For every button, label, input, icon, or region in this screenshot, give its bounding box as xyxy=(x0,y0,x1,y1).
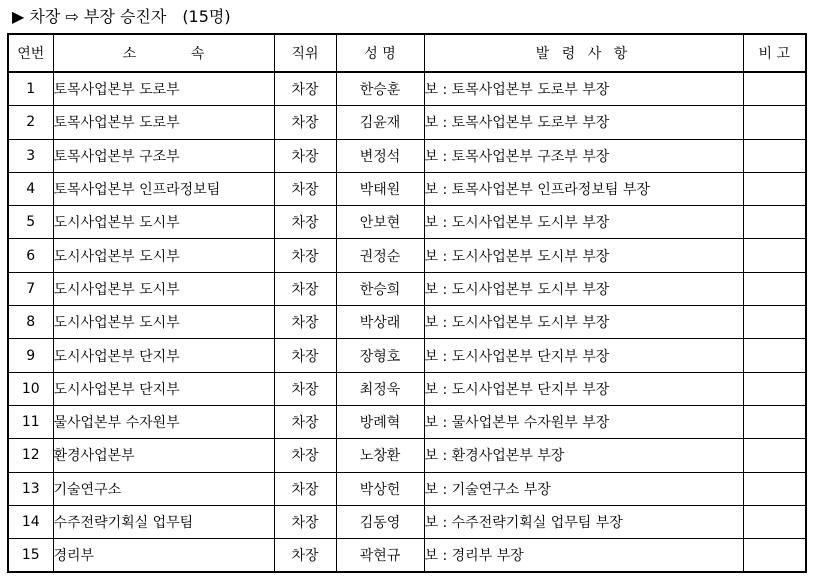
row-name-cell: 한승훈 xyxy=(336,72,424,106)
table-row xyxy=(8,239,806,272)
table-row xyxy=(8,339,806,372)
row-remark-cell xyxy=(743,405,806,438)
row-position-cell: 차장 xyxy=(274,106,336,139)
row-position-cell: 차장 xyxy=(274,339,336,372)
row-num-cell: 8 xyxy=(8,306,53,339)
row-dept-cell: 수주전략기획실 업무팀 xyxy=(53,505,274,538)
row-dept-cell: 도시사업본부 도시부 xyxy=(53,239,274,272)
row-order-cell: 보 : 물사업본부 수자원부 부장 xyxy=(424,405,743,438)
table-row xyxy=(8,272,806,305)
row-name-cell: 박상헌 xyxy=(336,472,424,505)
row-num-cell: 7 xyxy=(8,272,53,305)
table-row xyxy=(8,172,806,205)
row-order-cell: 보 : 도시사업본부 도시부 부장 xyxy=(424,272,743,305)
row-position-cell: 차장 xyxy=(274,439,336,472)
row-num-cell: 15 xyxy=(8,539,53,573)
row-order-cell: 보 : 토목사업본부 도로부 부장 xyxy=(424,106,743,139)
table-row xyxy=(8,372,806,405)
row-remark-cell xyxy=(743,505,806,538)
row-num-cell: 3 xyxy=(8,139,53,172)
row-position-cell: 차장 xyxy=(274,405,336,438)
column-header-num: 연번 xyxy=(8,34,53,72)
column-header-dept: 소 속 xyxy=(53,34,274,72)
row-remark-cell xyxy=(743,272,806,305)
column-header-remark: 비 고 xyxy=(743,34,806,72)
row-name-cell: 한승희 xyxy=(336,272,424,305)
row-order-cell: 보 : 도시사업본부 도시부 부장 xyxy=(424,306,743,339)
row-order-cell: 보 : 도시사업본부 단지부 부장 xyxy=(424,372,743,405)
row-dept-cell: 도시사업본부 단지부 xyxy=(53,339,274,372)
row-dept-cell: 기술연구소 xyxy=(53,472,274,505)
row-name-cell: 권정순 xyxy=(336,239,424,272)
row-position-cell: 차장 xyxy=(274,272,336,305)
row-order-cell: 보 : 기술연구소 부장 xyxy=(424,472,743,505)
row-dept-cell: 토목사업본부 인프라정보팀 xyxy=(53,172,274,205)
row-num-cell: 13 xyxy=(8,472,53,505)
row-position-cell: 차장 xyxy=(274,539,336,573)
row-remark-cell xyxy=(743,239,806,272)
row-name-cell: 안보현 xyxy=(336,206,424,239)
row-position-cell: 차장 xyxy=(274,172,336,205)
row-remark-cell xyxy=(743,139,806,172)
row-position-cell: 차장 xyxy=(274,505,336,538)
title-to-rank: 부장 xyxy=(83,7,115,26)
row-order-cell: 보 : 도시사업본부 도시부 부장 xyxy=(424,206,743,239)
row-position-cell: 차장 xyxy=(274,239,336,272)
right-arrow-icon: ⇨ xyxy=(65,7,79,26)
row-num-cell: 11 xyxy=(8,405,53,438)
table-row xyxy=(8,72,806,106)
table-row xyxy=(8,472,806,505)
table-row xyxy=(8,139,806,172)
promotion-table xyxy=(7,33,807,573)
triangle-marker-icon: ▶ xyxy=(12,7,25,26)
row-remark-cell xyxy=(743,472,806,505)
row-name-cell: 변정석 xyxy=(336,139,424,172)
row-name-cell: 방례혁 xyxy=(336,405,424,438)
table-row xyxy=(8,206,806,239)
row-dept-cell: 토목사업본부 도로부 xyxy=(53,106,274,139)
row-num-cell: 6 xyxy=(8,239,53,272)
document-title xyxy=(12,4,231,30)
row-remark-cell xyxy=(743,372,806,405)
row-num-cell: 12 xyxy=(8,439,53,472)
row-order-cell: 보 : 토목사업본부 인프라정보팀 부장 xyxy=(424,172,743,205)
row-remark-cell xyxy=(743,439,806,472)
row-remark-cell xyxy=(743,339,806,372)
row-name-cell: 김동영 xyxy=(336,505,424,538)
row-position-cell: 차장 xyxy=(274,139,336,172)
table-header-row xyxy=(8,34,806,72)
row-position-cell: 차장 xyxy=(274,72,336,106)
row-position-cell: 차장 xyxy=(274,472,336,505)
title-label: 승진자 xyxy=(119,7,167,26)
row-remark-cell xyxy=(743,206,806,239)
row-dept-cell: 물사업본부 수자원부 xyxy=(53,405,274,438)
title-count: (15명) xyxy=(182,7,231,26)
column-header-position: 직위 xyxy=(274,34,336,72)
row-remark-cell xyxy=(743,106,806,139)
table-row xyxy=(8,539,806,573)
title-from-rank: 차장 xyxy=(29,7,61,26)
row-dept-cell: 도시사업본부 도시부 xyxy=(53,306,274,339)
row-name-cell: 노창환 xyxy=(336,439,424,472)
row-position-cell: 차장 xyxy=(274,306,336,339)
row-name-cell: 최정욱 xyxy=(336,372,424,405)
row-remark-cell xyxy=(743,172,806,205)
row-dept-cell: 토목사업본부 도로부 xyxy=(53,72,274,106)
row-dept-cell: 환경사업본부 xyxy=(53,439,274,472)
row-order-cell: 보 : 도시사업본부 도시부 부장 xyxy=(424,239,743,272)
row-num-cell: 10 xyxy=(8,372,53,405)
row-name-cell: 장형호 xyxy=(336,339,424,372)
table-row xyxy=(8,505,806,538)
table-row xyxy=(8,439,806,472)
row-num-cell: 14 xyxy=(8,505,53,538)
row-remark-cell xyxy=(743,72,806,106)
row-dept-cell: 도시사업본부 도시부 xyxy=(53,206,274,239)
row-order-cell: 보 : 도시사업본부 단지부 부장 xyxy=(424,339,743,372)
row-dept-cell: 토목사업본부 구조부 xyxy=(53,139,274,172)
row-remark-cell xyxy=(743,306,806,339)
row-num-cell: 1 xyxy=(8,72,53,106)
row-remark-cell xyxy=(743,539,806,573)
row-num-cell: 2 xyxy=(8,106,53,139)
table-body xyxy=(8,72,806,572)
row-order-cell: 보 : 경리부 부장 xyxy=(424,539,743,573)
column-header-order: 발 령 사 항 xyxy=(424,34,743,72)
row-name-cell: 곽현규 xyxy=(336,539,424,573)
row-dept-cell: 도시사업본부 단지부 xyxy=(53,372,274,405)
row-num-cell: 5 xyxy=(8,206,53,239)
row-position-cell: 차장 xyxy=(274,206,336,239)
table-row xyxy=(8,306,806,339)
table-row xyxy=(8,405,806,438)
row-order-cell: 보 : 토목사업본부 도로부 부장 xyxy=(424,72,743,106)
row-order-cell: 보 : 토목사업본부 구조부 부장 xyxy=(424,139,743,172)
row-order-cell: 보 : 수주전략기획실 업무팀 부장 xyxy=(424,505,743,538)
row-name-cell: 김윤재 xyxy=(336,106,424,139)
row-num-cell: 4 xyxy=(8,172,53,205)
row-position-cell: 차장 xyxy=(274,372,336,405)
row-order-cell: 보 : 환경사업본부 부장 xyxy=(424,439,743,472)
row-dept-cell: 도시사업본부 도시부 xyxy=(53,272,274,305)
row-dept-cell: 경리부 xyxy=(53,539,274,573)
row-name-cell: 박태원 xyxy=(336,172,424,205)
table-row xyxy=(8,106,806,139)
column-header-name: 성 명 xyxy=(336,34,424,72)
row-name-cell: 박상래 xyxy=(336,306,424,339)
row-num-cell: 9 xyxy=(8,339,53,372)
